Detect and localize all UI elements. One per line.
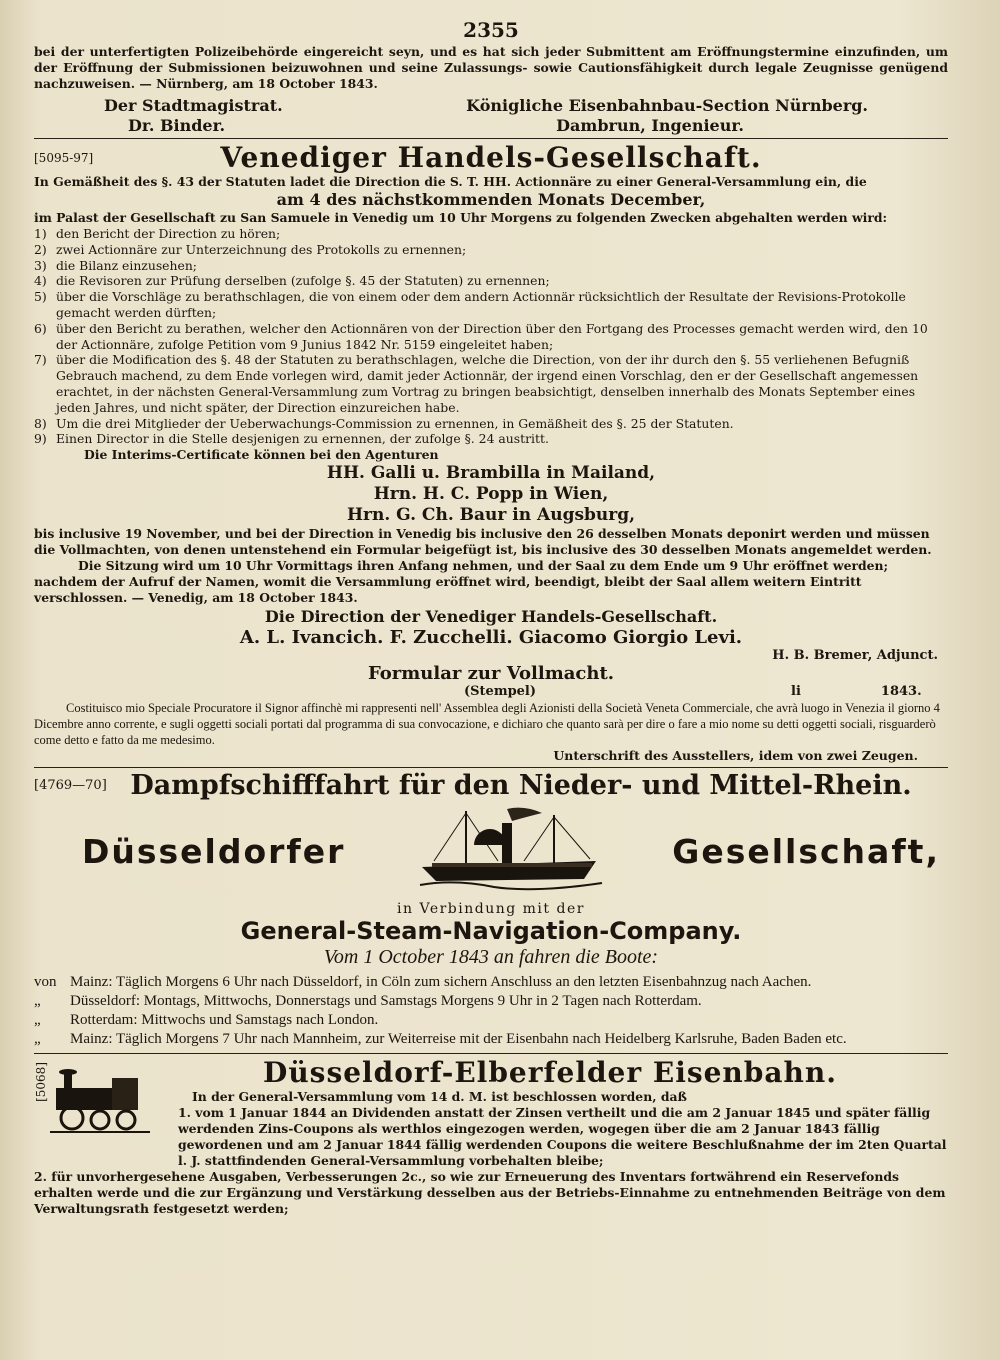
dampf-ref: [4769—70] [34,778,107,794]
agenda-item-text: Um die drei Mitglieder der Ueberwachungs-Commission zu ernennen, in Gemäßheit des §. 25 der Statuten. [56,415,734,431]
eisenbahn-body [152,1056,948,1169]
agenda-item [34,242,948,258]
direction-line: Die Direction der Venediger Handels-Gesellschaft. [264,607,718,627]
route-text: Rotterdam: Mittwochs und Samstags nach London. [70,1012,379,1029]
agenda-item-text: über die Vorschläge zu berathschlagen, die von einem oder dem andern Actionnär rücksichtlich der Resultate der Revisions-Protokolle gemacht werden dürften; [56,289,906,320]
agenda-item-text: den Bericht der Direction zu hören; [56,226,281,241]
agenda-item [34,431,948,447]
session-paragraph: Die Sitzung wird um 10 Uhr Vormittags ihren Anfang nehmen, und der Saal zu dem Ende um 9 Uhr eröffnet werden; nachdem der Aufruf der Namen, womit die Versammlung eröffnet wird, beendigt, bleibt der Saal allem weitern Eintritt verschlossen. — Venedig, am 18 October 1843. [34,558,889,606]
route-item [34,1011,948,1030]
dampf-left-word: Düsseldorfer [82,831,346,871]
route-item [34,1030,948,1049]
route-key: von [34,974,57,991]
adjunct-line: H. B. Bremer, Adjunct. [772,648,938,664]
signature-right-2: Dambrun, Ingenieur. [556,116,744,135]
interim-line: Die Interims-Certificate können bei den Agenturen [84,447,439,463]
ship-row [34,801,948,901]
agenda-item-number: 5) [34,289,47,305]
eisenbahn-left [34,1056,152,1169]
agenda-item [34,258,948,274]
dampf-right-word: Gesellschaft, [672,831,940,871]
eisenbahn-section [34,1056,948,1169]
agenda-item-number: 9) [34,431,47,447]
agenda-item-text: die Bilanz einzusehen; [56,257,197,273]
agenda-item-text: die Revisoren zur Prüfung derselben (zufolge §. 45 der Statuten) zu ernennen; [56,273,550,289]
agenda-list [34,226,948,447]
agenda-item-number: 2) [34,241,47,257]
steamship-illustration [414,801,604,901]
agent-line: Hrn. H. C. Popp in Wien, [373,484,609,505]
route-item [34,992,948,1011]
agenda-item-number: 6) [34,320,47,336]
sign-note: Unterschrift des Ausstellers, idem von zwei Zeugen. [553,748,918,764]
signature-left-1: Der Stadtmagistrat. [104,96,283,115]
divider [34,138,948,139]
venedig-place: im Palast der Gesellschaft zu San Samuele in Venedig um 10 Uhr Morgens zu folgenden Zwecken abgehalten werden wird: [34,210,888,225]
route-text: Mainz: Täglich Morgens 7 Uhr nach Mannheim, zur Weiterreise mit der Eisenbahn nach Heidelberg Karlsruhe, Baden Baden etc. [70,1031,847,1048]
deposit-paragraph: bis inclusive 19 November, und bei der Direction in Venedig bis inclusive den 26 desselben Monats deponirt werden und müssen die Vollmachten, von denen untenstehend ein Formular beigefügt ist, bis inclusive des 30 desselben Monats angemeldet werden. [34,526,932,558]
eisenbahn-lead: In der General-Versammlung vom 14 d. M. ist beschlossen worden, daß [192,1089,687,1105]
page-number: 2355 [463,18,519,42]
intro-paragraph: bei der unterfertigten Polizeibehörde eingereicht seyn, und es hat sich jeder Submittent am Eröffnungstermine einzufinden, um der Eröffnung der Submissionen beizuwohnen und seine Zulassungs- sowie Cautionsfähigkeit durch legale Zeugnisse genügend nachzuweisen. — Nürnberg, am 18 October 1843. [34,44,948,91]
agent-line: HH. Galli u. Brambilla in Mailand, [326,463,656,484]
route-list [34,973,948,1049]
eisenbahn-title: Düsseldorf-Elberfelder Eisenbahn. [263,1056,837,1090]
agenda-item-number: 1) [34,226,47,241]
agent-line: Hrn. G. Ch. Baur in Augsburg, [346,505,636,526]
eisenbahn-ref: [5068] [34,1062,48,1103]
signature-right-1: Königliche Eisenbahnbau-Section Nürnberg. [466,96,868,115]
stamp-li: li [791,684,801,700]
venedig-title: Venediger Handels-Gesellschaft. [220,141,762,174]
route-key: „ [34,1031,41,1048]
agenda-item [34,226,948,242]
eisenbahn-item-2: 2. für unvorhergesehene Ausgaben, Verbesserungen 2c., so wie zur Erneuerung des Inventars fortwährend ein Reservefonds erhalten werde und die zur Ergänzung und Verstärkung desselben aus der Betriebs-Einnahme zu entnehmenden Beiträge von dem Verwaltungsrath festgesetzt werden; [34,1169,946,1217]
agenda-item [34,321,948,353]
form-title: Formular zur Vollmacht. [367,663,615,685]
agenda-item-text: zwei Actionnäre zur Unterzeichnung des Protokolls zu ernennen; [56,241,467,257]
agenda-item-text: über den Bericht zu berathen, welcher den Actionnären von der Direction über den Fortgang des Processes gemacht werden wird, den 10 der Actionnäre, zufolge Petition vom 9 Junius 1842 Nr. 5159 eingeleitet haben; [56,320,928,352]
verbindung-line: in Verbindung mit der [397,901,585,918]
agenda-item-number: 8) [34,415,47,431]
route-text: Mainz: Täglich Morgens 6 Uhr nach Düsseldorf, in Cöln zum sichern Anschluss an den letzten Eisenbahnzug nach Aachen. [70,974,812,991]
venedig-lead: In Gemäßheit des §. 43 der Statuten ladet die Direction die S. T. HH. Actionnäre zu einer General-Versammlung ein, die [34,174,867,189]
agenda-item-number: 7) [34,352,47,368]
company-name: General-Steam-Navigation-Company. [240,917,742,946]
agenda-item [34,416,948,432]
venedig-header [34,141,948,174]
agenda-item [34,273,948,289]
divider [34,767,948,768]
venedig-ref: [5095-97] [34,150,94,165]
agenda-item [34,289,948,321]
route-key: „ [34,1012,41,1029]
signature-left-2: Dr. Binder. [128,116,226,135]
italian-form-text: Costituisco mio Speciale Procuratore il Signor affinchè mi rappresenti nell' Assemblea degli Azionisti della Società Veneta Commerciale, che avrà luogo in Venezia il giorno 4 Dicembre anno corrente, e sugli oggetti sociali portati dal programma di sua convocazione, e dichiaro che quanto sarà per dire o fare a mio nome su detti oggetti sociali, risguarderò come detto e fatto da me medesimo. [34,701,940,748]
eisenbahn-item-1: 1. vom 1 Januar 1844 an Dividenden anstatt der Zinsen vertheilt und die am 2 Januar 1845 und später fällig werdenden Zins-Coupons als werthlos eingezogen werden, wogegen über die am 2 Januar 1843 fällig gewordenen und am 2 Januar 1844 fällig werdenden Coupons die weitere Beschlußnahme der im 2ten Quartal l. J. stattfindenden General-Versammlung vorbehalten bleibe; [178,1105,947,1169]
agenda-item-number: 3) [34,257,47,273]
venedig-date-line: am 4 des nächstkommenden Monats December, [276,190,706,209]
dampf-header [34,770,948,801]
vom-line: Vom 1 October 1843 an fahren die Boote: [323,946,659,969]
agenda-item-text: über die Modification des §. 48 der Statuten zu berathschlagen, welche die Direction, von der ihr durch den §. 55 verliehenen Befugniß Gebrauch machend, zu dem Ende vorlegen wird, damit jeder Actionnär, der irgend einen Vorschlag, den er der Gesellschaft angemessen erachtet, in der nächsten General-Versammlung zum Vortrag zu bringen beabsichtigt, denselben innerhalb des Monats September eines jeden Jahres, und nicht später, der Direction einzureichen habe. [56,352,919,415]
stamp-year: 1843. [880,684,922,700]
route-item [34,973,948,992]
locomotive-illustration [50,1068,150,1142]
route-text: Düsseldorf: Montags, Mittwochs, Donnerstags und Samstags Morgens 9 Uhr in 2 Tagen nach Rotterdam. [70,993,702,1010]
signers-line: A. L. Ivancich. F. Zucchelli. Giacomo Giorgio Levi. [239,627,743,649]
divider [34,1053,948,1054]
route-key: „ [34,993,41,1010]
intro-signatures [34,96,948,136]
dampf-title: Dampfschifffahrt für den Nieder- und Mittel-Rhein. [130,770,912,802]
agenda-item-number: 4) [34,273,47,289]
agenda-item-text: Einen Director in die Stelle desjenigen zu ernennen, der zufolge §. 24 austritt. [56,431,549,447]
agenda-item [34,352,948,415]
stamp-label: (Stempel) [464,684,537,700]
stamp-line [34,684,948,700]
